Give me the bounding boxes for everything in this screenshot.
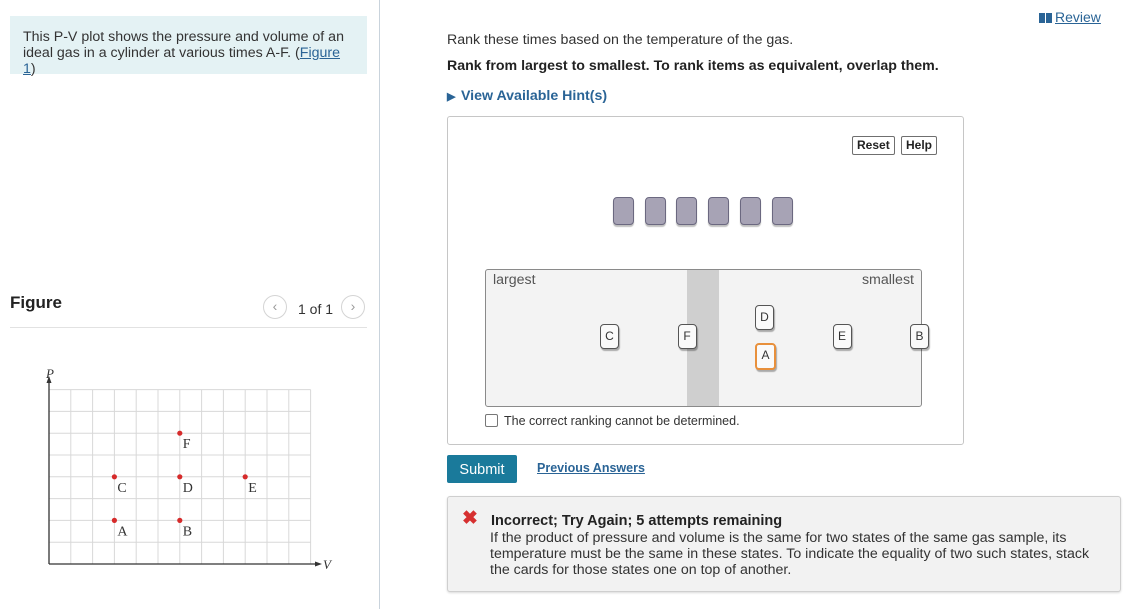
smallest-label: smallest	[861, 272, 914, 288]
cannot-determine-label: The correct ranking cannot be determined.	[504, 414, 740, 428]
pv-plot	[30, 358, 340, 578]
point-a-label: A	[117, 524, 128, 540]
review-label: Review	[1055, 9, 1101, 25]
caret-right-icon: ▶	[447, 91, 456, 103]
empty-card-slot[interactable]	[740, 197, 761, 225]
next-figure-button[interactable]	[341, 295, 365, 319]
figure-counter: 1 of 1	[298, 301, 334, 317]
feedback-text: If the product of pressure and volume is the same for two states of the same gas sample, its temperature must be the same in these states. To indicate the equality of two such states, stack the cards for those states one on top of another.	[490, 530, 1090, 578]
x-axis-label: V	[323, 557, 331, 572]
chevron-left-icon: ‹	[272, 298, 278, 314]
empty-card-slot[interactable]	[708, 197, 729, 225]
help-button[interactable]: Help	[901, 136, 937, 155]
chevron-right-icon: ›	[350, 298, 356, 314]
point-e-marker	[243, 474, 248, 479]
cannot-determine-checkbox[interactable]	[485, 414, 498, 427]
hints-label: View Available Hint(s)	[460, 88, 608, 104]
question-prompt: Rank these times based on the temperature of the gas.	[447, 32, 794, 48]
point-b-marker	[177, 518, 182, 523]
left-pane	[0, 0, 380, 609]
problem-intro	[10, 16, 367, 77]
ranking-panel	[447, 116, 964, 445]
y-axis-label: P	[46, 366, 54, 381]
figure-divider	[10, 327, 367, 328]
rank-card-c[interactable]: C	[600, 324, 619, 349]
view-hints-toggle[interactable]	[447, 88, 607, 104]
ranking-instructions: Rank from largest to smallest. To rank items as equivalent, overlap them.	[447, 58, 939, 74]
rank-card-f[interactable]: F	[678, 324, 697, 349]
x-mark-icon: ✖	[462, 508, 478, 529]
rank-card-e[interactable]: E	[833, 324, 852, 349]
previous-figure-button[interactable]	[263, 295, 287, 319]
empty-card-slot[interactable]	[645, 197, 666, 225]
point-f-label: F	[182, 437, 191, 453]
rank-card-a[interactable]: A	[755, 343, 776, 370]
x-axis-arrow-icon	[315, 562, 322, 567]
reset-button[interactable]: Reset	[852, 136, 895, 155]
point-a-marker	[112, 518, 117, 523]
plot-points	[112, 431, 257, 540]
empty-card-slot[interactable]	[613, 197, 634, 225]
point-e-label: E	[248, 480, 257, 496]
empty-card-slot[interactable]	[676, 197, 697, 225]
review-link[interactable]	[1039, 9, 1101, 25]
pane-divider	[379, 0, 380, 609]
point-f-marker	[177, 431, 182, 436]
feedback-box	[447, 496, 1121, 592]
point-c-label: C	[117, 480, 127, 496]
empty-card-slot[interactable]	[772, 197, 793, 225]
figure-heading: Figure	[10, 293, 62, 312]
intro-text: This P-V plot shows the pressure and volume of an ideal gas in a cylinder at various times A-F. (	[23, 29, 344, 61]
intro-close-paren: )	[30, 61, 36, 77]
cannot-determine-row[interactable]	[485, 414, 740, 428]
largest-label: largest	[493, 272, 536, 288]
book-icon	[1039, 13, 1052, 23]
previous-answers-link[interactable]: Previous Answers	[537, 461, 645, 475]
point-c-marker	[112, 474, 117, 479]
submit-button[interactable]: Submit	[447, 455, 517, 483]
figure-1-link[interactable]: Figure 1	[23, 45, 340, 77]
point-b-label: B	[182, 524, 193, 540]
feedback-title: Incorrect; Try Again; 5 attempts remaining	[491, 513, 783, 529]
ranking-track[interactable]	[485, 269, 922, 407]
rank-card-b[interactable]: B	[910, 324, 929, 349]
point-d-marker	[177, 474, 182, 479]
point-d-label: D	[182, 480, 193, 496]
rank-card-d[interactable]: D	[755, 305, 774, 330]
